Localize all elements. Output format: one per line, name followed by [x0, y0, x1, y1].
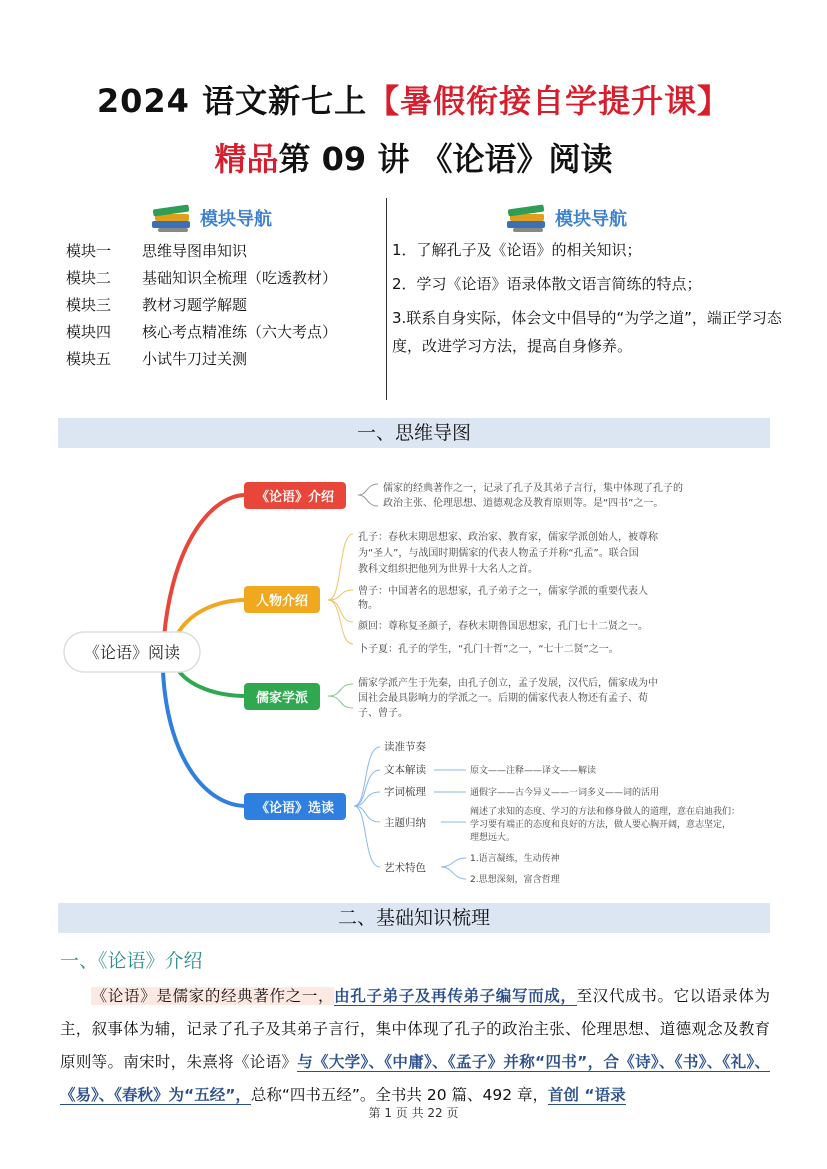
- note-text: 政治主张、伦理思想、道德观念及教育原则等。是“四书”之一。: [383, 498, 664, 509]
- connector-people: [176, 600, 246, 637]
- note-text: 颜回：尊称复圣颜子，春秋末期鲁国思想家，孔门七十二贤之一。: [358, 621, 648, 632]
- module-list: [66, 238, 337, 373]
- section-bar-basics: 二、基础知识梳理: [58, 903, 770, 933]
- note-text: 国社会最具影响力的学派之一。后期的儒家代表人物还有孟子、荀: [358, 693, 648, 704]
- note-text: 儒家的经典著作之一，记录了孔子及其弟子言行，集中体现了孔子的: [383, 483, 683, 494]
- underlined-phrase: 首创 “语录: [548, 1086, 626, 1104]
- branch-intro-label: 《论语》介绍: [255, 490, 335, 505]
- document-subtitle: 精品第 09 讲 《论语》阅读: [214, 140, 613, 178]
- branch-people-label: 人物介绍: [255, 594, 309, 609]
- goal-item: 2．学习《论语》语录体散文语言简练的特点；: [392, 275, 702, 293]
- module-nav-heading-left: 模块导航: [150, 203, 272, 233]
- module-item: 模块一 思维导图串知识: [66, 242, 248, 260]
- note-text: 教科文组织把他列为世界十大名人之首。: [358, 564, 538, 575]
- sub-detail: 2.思想深刻，富含哲理: [470, 875, 560, 885]
- learning-goals: [392, 236, 792, 366]
- module-item: 模块二 基础知识全梳理（吃透教材）: [66, 269, 338, 287]
- goal-item: 3.联系自身实际，体会文中倡导的“为学之道”，端正学习态度，改进学习方法，提高自身修养。: [392, 309, 782, 355]
- module-item: 模块三 教材习题学解题: [66, 296, 248, 314]
- section-bar-mindmap: 一、思维导图: [58, 418, 770, 448]
- note-text: 子、曾子。: [358, 708, 408, 719]
- sub-topic: 读准节奏: [384, 741, 426, 753]
- note-text: 为“圣人”，与战国时期儒家的代表人物孟子并称“孔孟”。联合国: [358, 548, 639, 559]
- column-divider: [386, 198, 387, 400]
- module-item: 模块五 小试牛刀过关测: [66, 350, 248, 368]
- sub-topic: 主题归纳: [384, 817, 426, 829]
- sub-detail: 通假字——古今异义——一词多义——词的活用: [470, 788, 660, 798]
- mind-map: [58, 462, 770, 892]
- sub-topic: 文本解读: [384, 764, 426, 776]
- mindmap-center-label: 《论语》阅读: [83, 643, 181, 662]
- connector-intro: [163, 495, 246, 652]
- document-title: 2024 语文新七上【暑假衔接自学提升课】: [96, 82, 731, 120]
- books-icon: [505, 203, 549, 233]
- underlined-phrase: 由孔子弟子及再传弟子编写而成，: [334, 987, 577, 1005]
- page-footer: 第 1 页 共 22 页: [368, 1106, 459, 1120]
- note-text: 孔子：春秋末期思想家、政治家、教育家，儒家学派创始人，被尊称: [358, 532, 658, 543]
- connector-reading: [163, 672, 246, 806]
- sub-detail: 理想远大。: [470, 833, 516, 843]
- books-icon: [150, 203, 194, 233]
- intro-heading: 一、《论语》介绍: [60, 950, 203, 972]
- note-text: 物。: [358, 600, 378, 611]
- sub-detail: 1.语言凝练，生动传神: [470, 854, 560, 864]
- module-item: 模块四 核心考点精准练（六大考点）: [66, 323, 338, 341]
- branch-school-label: 儒家学派: [255, 691, 309, 706]
- note-text: 卜子夏：孔子的学生，“孔门十哲”之一，“七十二贤”之一。: [358, 644, 619, 655]
- sub-detail: 阐述了求知的态度、学习的方法和修身做人的道理，意在启迪我们：: [470, 807, 741, 817]
- goal-item: 1．了解孔子及《论语》的相关知识；: [392, 241, 642, 259]
- intro-paragraph: 《论语》是儒家的经典著作之一，由孔子弟子及再传弟子编写而成，至汉代成书。它以语录体为主，叙事体为辅，记录了孔子及其弟子言行，集中体现了孔子的政治主张、伦理思想、道德观念及教育原则等。南宋时，朱熹将《论语》与《大学》、《中庸》、《孟子》并称“四书”，合《诗》、《书》、《礼》、《易》、《春秋》为“五经”，总称“四书五经”。全书共 20 篇、492 章，首创 “语录: [60, 987, 770, 1104]
- branch-reading-label: 《论语》选读: [255, 801, 335, 816]
- sub-topic: 字词梳理: [384, 786, 426, 798]
- note-text: 儒家学派产生于先秦，由孔子创立，孟子发展，汉代后，儒家成为中: [358, 678, 658, 689]
- module-nav-heading-right: 模块导航: [505, 203, 627, 233]
- note-text: 曾子：中国著名的思想家，孔子弟子之一，儒家学派的重要代表人: [358, 586, 648, 597]
- sub-detail: 学习要有端正的态度和良好的方法，做人要心胸开阔，意志坚定，: [470, 820, 732, 830]
- sub-topic: 艺术特色: [384, 862, 426, 874]
- underlined-phrase: 与《大学》、《中庸》、《孟子》并称“四书”，合《诗》、《书》、《礼》、《易》、《春秋》为“五经”，: [60, 1053, 770, 1104]
- sub-detail: 原文——注释——译文——解读: [470, 766, 597, 776]
